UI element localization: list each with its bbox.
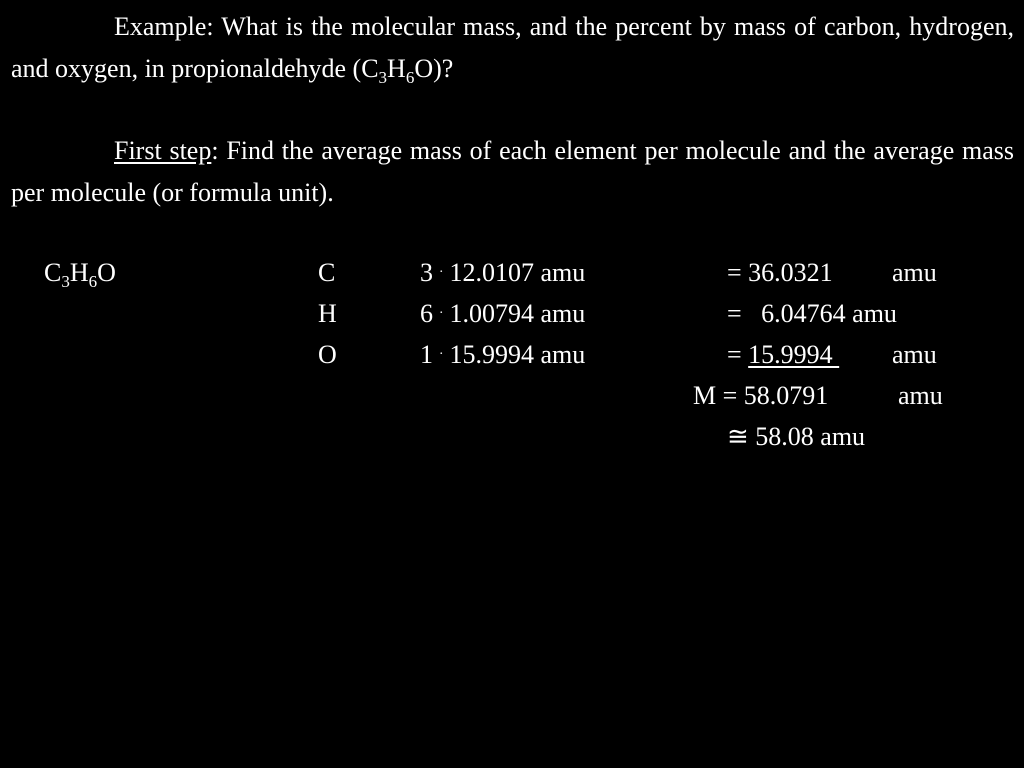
formula-c: C <box>44 258 62 287</box>
row-h-mass: 1.00794 amu <box>449 299 586 328</box>
row-c-mass: 12.0107 amu <box>449 258 586 287</box>
row-c-dot: . <box>439 261 443 276</box>
row-c-calc <box>420 258 585 288</box>
question-h: H <box>387 54 406 83</box>
first-step-text: : Find the average mass of each element per molecule and the average mass per molecule (or formula unit). <box>11 136 1014 207</box>
row-o-dot: . <box>439 343 443 358</box>
row-c-element: C <box>318 258 336 287</box>
row-o-equals: = <box>727 340 749 369</box>
total-unit: amu <box>898 381 943 410</box>
formula-h: H <box>69 258 89 287</box>
total-mass: M = 58.0791 <box>693 381 829 410</box>
row-c-unit: amu <box>892 258 937 287</box>
row-o-value: 15.9994 <box>748 340 840 369</box>
row-o-mass: 15.9994 amu <box>449 340 586 369</box>
row-o-result <box>727 340 839 370</box>
first-step-label: First step <box>114 136 212 165</box>
row-o-count: 1 <box>420 340 433 369</box>
row-h-count: 6 <box>420 299 433 328</box>
first-step-paragraph <box>11 130 1014 214</box>
question-subscript-6: 6 <box>405 68 415 87</box>
row-h-calc <box>420 299 585 329</box>
row-c-result: = 36.0321 <box>727 258 833 287</box>
question-end: O)? <box>414 54 454 83</box>
formula-o: O <box>97 258 116 287</box>
row-h-result: = 6.04764 amu <box>727 299 897 328</box>
formula-label <box>44 258 116 291</box>
approx-mass: ≅ 58.08 amu <box>727 422 866 451</box>
formula-sub-6: 6 <box>88 272 98 291</box>
row-h-dot: . <box>439 302 443 317</box>
row-o-element: O <box>318 340 337 369</box>
row-o-calc <box>420 340 585 370</box>
row-o-unit: amu <box>892 340 937 369</box>
row-c-count: 3 <box>420 258 433 287</box>
example-question <box>11 6 1014 90</box>
question-text: Example: What is the molecular mass, and the percent by mass of carbon, hydrogen, and oxygen, in propionaldehyde (C <box>11 12 1014 83</box>
question-subscript-3: 3 <box>378 68 388 87</box>
row-h-element: H <box>318 299 337 328</box>
formula-sub-3: 3 <box>61 272 70 291</box>
